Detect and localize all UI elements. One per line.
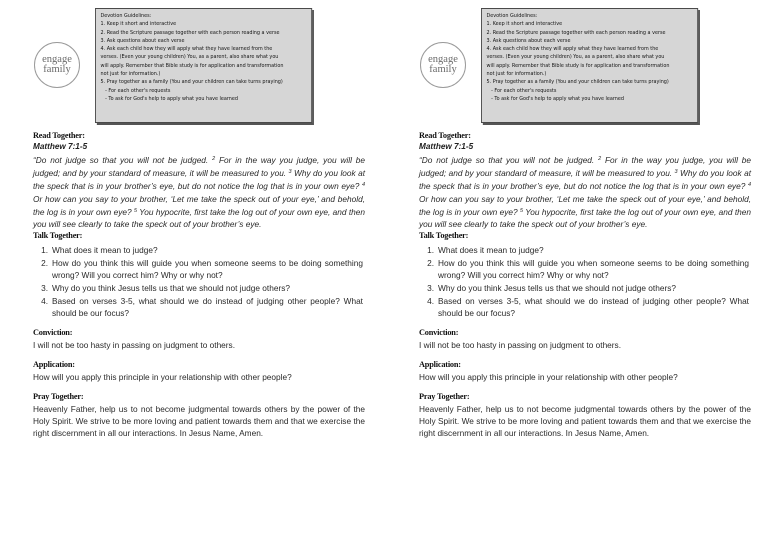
verse-text: “Do not judge so that you will not be judged. <box>419 155 599 165</box>
guideline-item: 4. Ask each child how they will apply what they have learned from the <box>100 46 273 53</box>
question-number: 4. <box>41 296 48 306</box>
conviction-text: I will not be too hasty in passing on judgment to others. <box>419 340 622 350</box>
guidelines-title: Devotion Guidelines: <box>486 13 538 19</box>
question-number: 3. <box>41 283 48 293</box>
scripture-reference: Matthew 7:1-5 <box>419 142 474 151</box>
scripture-passage <box>33 153 365 230</box>
verse-number: 3 <box>674 169 678 176</box>
scripture-reference: Matthew 7:1-5 <box>33 142 88 151</box>
scripture-passage <box>419 153 751 230</box>
devotion-card-right <box>419 0 767 543</box>
guideline-item: 1. Keep it short and interactive <box>100 21 177 28</box>
verse-number: 5 <box>519 207 524 214</box>
engage-family-logo <box>34 42 80 88</box>
devotion-card-left <box>33 0 381 543</box>
guideline-bullet: - To ask for God's help to apply what you have learned <box>491 95 624 102</box>
talk-together-heading: Talk Together: <box>419 231 469 240</box>
conviction-heading: Conviction: <box>33 328 73 337</box>
guideline-bullet: - For each other's requests <box>105 87 171 94</box>
question-number: 2. <box>427 258 434 268</box>
talk-together-heading: Talk Together: <box>33 231 83 240</box>
verse-text: Why do you look at the speck that is in your brother’s eye, but do not notice the log that is in your own eye? <box>33 168 365 192</box>
question-text: What does it mean to judge? <box>438 245 544 255</box>
guideline-item: 5. Pray together as a family (You and your children can take turns praying) <box>100 79 283 86</box>
verse-number: 4 <box>361 182 365 189</box>
read-together-heading: Read Together: <box>33 131 85 140</box>
prayer-text: Heavenly Father, help us to not become judgmental towards others by the power of the Holy Spirit. We strive to be more loving and patient towards them and that we exercise the right discernment in all our interactions. In Jesus Name, Amen. <box>33 404 365 438</box>
guideline-item: 3. Ask questions about each verse <box>486 37 571 44</box>
verse-number: 4 <box>747 182 751 189</box>
verse-number: 2 <box>212 156 216 162</box>
application-heading: Application: <box>33 360 75 369</box>
logo-word-family: family <box>429 64 457 75</box>
application-text: How will you apply this principle in your relationship with other people? <box>33 372 292 382</box>
guideline-item: 3. Ask questions about each verse <box>100 37 185 44</box>
guideline-item: 2. Read the Scripture passage together with each person reading a verse <box>100 29 280 36</box>
guideline-item: not just for information.) <box>100 71 161 78</box>
guideline-item: 5. Pray together as a family (You and your children can take turns praying) <box>486 79 669 86</box>
verse-number: 3 <box>288 169 292 176</box>
guideline-item: verses. (Even your young children) You, as a parent, also share what you <box>100 54 279 61</box>
question-text: Why do you think Jesus tells us that we should not judge others? <box>438 283 676 293</box>
verse-text: Or how can you say to your brother, ‘Let me take the speck out of your eye,’ and behold, the log is in your own eye? <box>33 193 365 217</box>
question-number: 3. <box>427 283 434 293</box>
guideline-item: 1. Keep it short and interactive <box>486 21 563 28</box>
conviction-heading: Conviction: <box>419 328 459 337</box>
pray-together-heading: Pray Together: <box>33 392 84 401</box>
verse-text: For in the way you judge, you will be judged; and by your standard of measure, it will be measured to you. <box>33 155 365 179</box>
devotion-guidelines-box <box>95 8 312 123</box>
question-number: 4. <box>427 296 434 306</box>
logo-word-family: family <box>43 64 71 75</box>
verse-text: For in the way you judge, you will be judged; and by your standard of measure, it will be measured to you. <box>419 155 751 179</box>
guideline-bullet: - For each other's requests <box>491 87 557 94</box>
conviction-text: I will not be too hasty in passing on judgment to others. <box>33 340 236 350</box>
verse-number: 2 <box>598 156 602 162</box>
logo-word-engage: engage <box>428 54 458 65</box>
application-heading: Application: <box>419 360 461 369</box>
guideline-item: verses. (Even your young children) You, as a parent, also share what you <box>486 54 665 61</box>
prayer-text: Heavenly Father, help us to not become judgmental towards others by the power of the Holy Spirit. We strive to be more loving and patient towards them and that we exercise the right discernment in all our interactions. In Jesus Name, Amen. <box>419 404 751 438</box>
verse-text: “Do not judge so that you will not be judged. <box>33 155 213 165</box>
guideline-bullet: - To ask for God's help to apply what you have learned <box>105 95 238 102</box>
guideline-item: 2. Read the Scripture passage together with each person reading a verse <box>486 29 666 36</box>
logo-word-engage: engage <box>42 54 72 65</box>
guideline-item: will apply. Remember that Bible study is for application and transformation <box>100 62 284 69</box>
guideline-item: 4. Ask each child how they will apply what they have learned from the <box>486 46 659 53</box>
devotion-guidelines-box <box>481 8 698 123</box>
guidelines-title: Devotion Guidelines: <box>100 13 152 19</box>
read-together-heading: Read Together: <box>419 131 471 140</box>
guideline-item: not just for information.) <box>486 71 547 78</box>
question-text: Based on verses 3-5, what should we do instead of judging other people? What should be our focus? <box>438 296 749 318</box>
application-text: How will you apply this principle in your relationship with other people? <box>419 372 678 382</box>
question-number: 1. <box>427 245 434 255</box>
pray-together-heading: Pray Together: <box>419 392 470 401</box>
question-text: How do you think this will guide you when someone seems to be doing something wrong? Will you correct him? Why or why not? <box>438 258 749 280</box>
question-number: 1. <box>41 245 48 255</box>
verse-text: You hypocrite, first take the log out of your own eye, and then you will see clearly to take the speck out of your brother’s eye. <box>33 206 365 230</box>
guideline-item: will apply. Remember that Bible study is for application and transformation <box>486 62 670 69</box>
verse-text: Or how can you say to your brother, ‘Let me take the speck out of your eye,’ and behold, the log is in your own eye? <box>419 193 751 217</box>
question-text: Based on verses 3-5, what should we do instead of judging other people? What should be our focus? <box>52 296 363 318</box>
verse-text: You hypocrite, first take the log out of your own eye, and then you will see clearly to take the speck out of your brother’s eye. <box>419 206 751 230</box>
question-text: What does it mean to judge? <box>52 245 158 255</box>
verse-text: Why do you look at the speck that is in your brother’s eye, but do not notice the log that is in your own eye? <box>419 168 751 192</box>
question-text: Why do you think Jesus tells us that we should not judge others? <box>52 283 290 293</box>
engage-family-logo <box>420 42 466 88</box>
verse-number: 5 <box>133 207 138 214</box>
question-number: 2. <box>41 258 48 268</box>
question-text: How do you think this will guide you when someone seems to be doing something wrong? Will you correct him? Why or why not? <box>52 258 363 280</box>
